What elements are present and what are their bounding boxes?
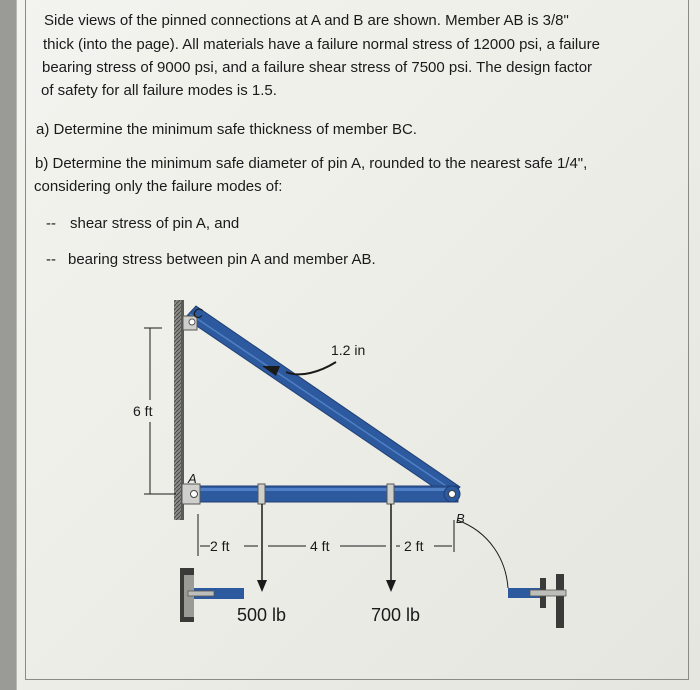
load-arrow-1-head	[257, 580, 267, 592]
intro-line-2: thick (into the page). All materials have a failure normal stress of 12000 psi, a failure	[43, 36, 600, 53]
height-label: 6 ft	[133, 403, 153, 419]
intro-line-4: of safety for all failure modes is 1.5.	[41, 82, 277, 99]
pin-b	[449, 491, 456, 498]
member-bc	[185, 306, 460, 498]
failure-mode-2-dash: --	[46, 251, 56, 268]
point-b-label: B	[456, 511, 465, 526]
dim-label-3: 2 ft	[404, 538, 424, 554]
wall-support	[174, 300, 182, 520]
dim-label-2: 4 ft	[310, 538, 330, 554]
hanger-2	[387, 484, 394, 504]
intro-line-1: Side views of the pinned connections at A and B are shown. Member AB is 3/8"	[44, 12, 569, 29]
pin-b-side-pin	[530, 590, 566, 596]
point-a-label: A	[188, 471, 197, 486]
failure-mode-1-dash: --	[46, 215, 56, 232]
member-ab-highlight	[186, 488, 458, 491]
failure-mode-2: bearing stress between pin A and member AB.	[68, 251, 376, 268]
point-c-label: C	[193, 305, 204, 321]
pin-b-side-view	[508, 574, 566, 628]
pin-a-side-pin	[188, 591, 214, 596]
intro-line-3: bearing stress of 9000 psi, and a failure shear stress of 7500 psi. The design factor	[42, 59, 593, 76]
pin-b-leader	[457, 520, 508, 588]
member-bc-highlight	[190, 314, 455, 492]
hanger-1	[258, 484, 265, 504]
part-b-line-1: b) Determine the minimum safe diameter of pin A, rounded to the nearest safe 1/4",	[35, 155, 588, 172]
pin-a	[191, 491, 198, 498]
part-b-line-2: considering only the failure modes of:	[34, 178, 283, 195]
pin-b-side-clevis-right	[556, 574, 564, 628]
load-label-2: 700 lb	[371, 605, 421, 625]
load-label-1: 500 lb	[237, 605, 287, 625]
failure-mode-1: shear stress of pin A, and	[70, 215, 240, 232]
width-label: 1.2 in	[331, 342, 366, 358]
load-arrow-2-head	[386, 580, 396, 592]
dim-label-1: 2 ft	[210, 538, 230, 554]
pin-a-side-view	[180, 568, 244, 622]
part-a: a) Determine the minimum safe thickness of member BC.	[36, 121, 417, 138]
